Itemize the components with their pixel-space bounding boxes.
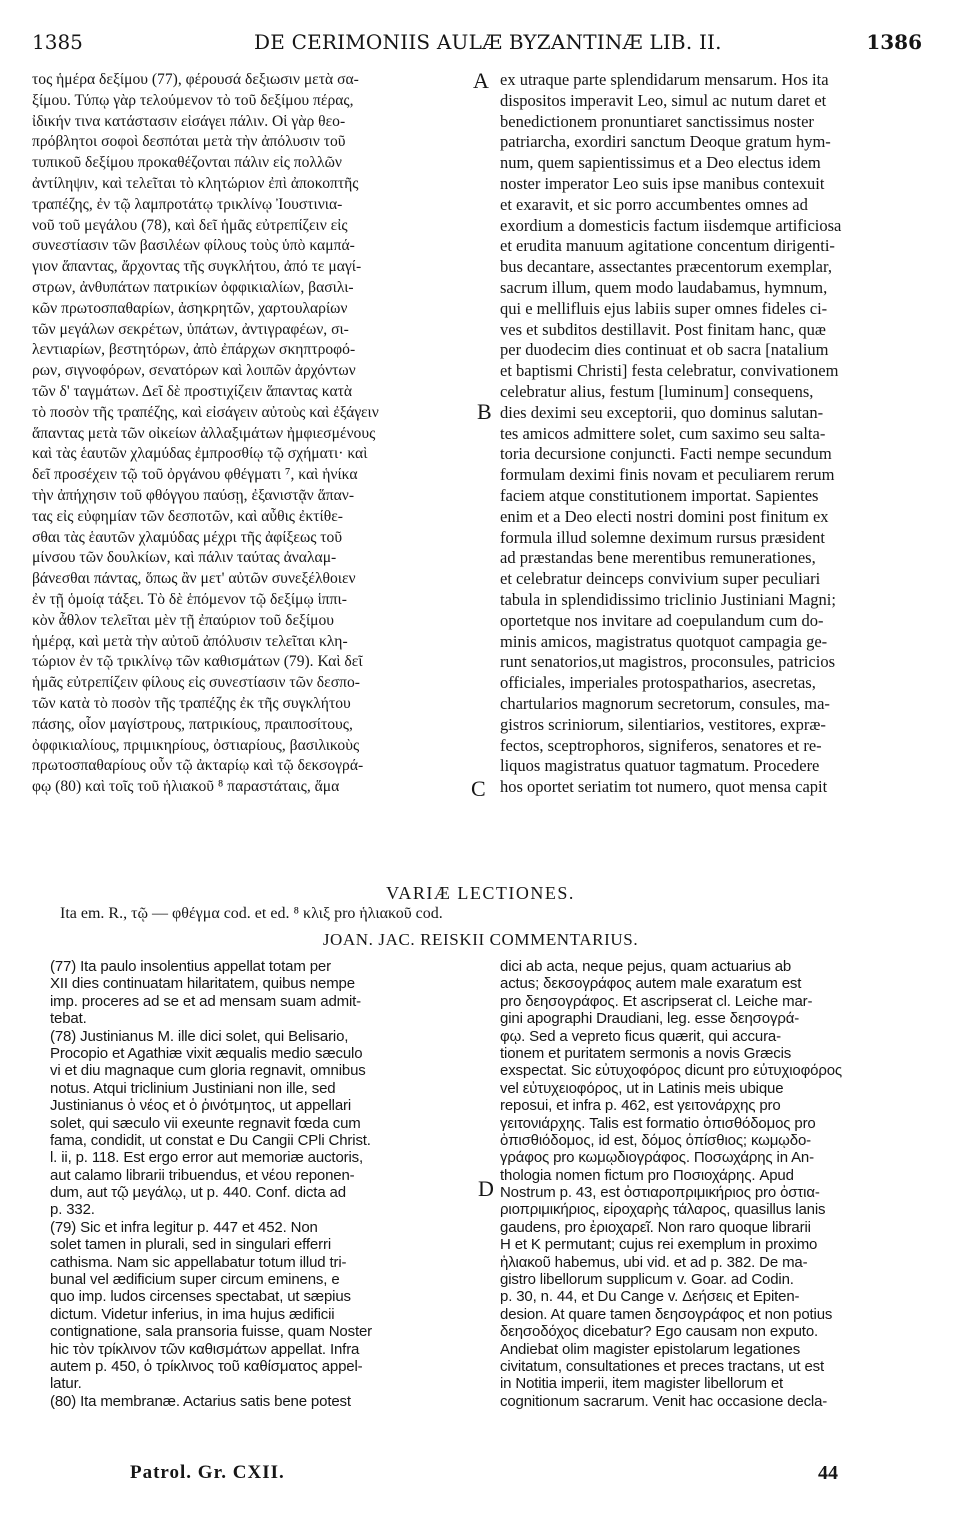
greek-line: τὸ ποσὸν τῆς τραπέζης, καὶ εἰσάγειν αὐτοὺς καὶ ἐξάγειν	[32, 403, 379, 421]
latin-line: exordium a domesticis factum iisdemque artificiosa	[500, 215, 842, 235]
footer-signature: 44	[818, 1462, 838, 1484]
margin-marker-d: D	[478, 1176, 494, 1201]
commentary-left-line: (80) Ita membranæ. Actarius satis bene potest	[50, 1392, 351, 1410]
commentary-right-line: tionem et puritatem sermonis a novis Græcis	[500, 1044, 792, 1062]
greek-line: ξίμου. Τύπῳ γὰρ τελούμενον τὸ τοῦ δεξίμου πέρας,	[32, 91, 354, 109]
commentary-right-column	[500, 958, 930, 1410]
greek-line: τας εἰς εὐφημίαν τῶν δεσποτῶν, καὶ αὖθις ἐκτίθε-	[32, 507, 343, 525]
commentary-left-line: notus. Atqui triclinium Justiniani non ille, sed	[50, 1079, 336, 1097]
greek-line: τῶν μεγάλων σεκρέτων, ὑπάτων, ἀντιγραφέων, σι-	[32, 320, 349, 338]
latin-line: et erudita manuum agitatione concentum dirigenti-	[500, 236, 835, 256]
commentary-right-line: γειτονιάρχης. Talis est formatio ὀπισθόδομος pro	[500, 1114, 816, 1132]
commentary-right-line: p. 30, n. 44, et Du Cange v. Δεήσεις et Epiten-	[500, 1288, 800, 1306]
latin-line: ves et subditos destillavit. Post finitam hanc, quæ	[500, 319, 826, 339]
commentary-left-line: dum, aut τῷ μεγάλῳ, ut p. 440. Conf. dicta ad	[50, 1184, 346, 1202]
latin-line: hos oportet seriatim tot numero, quot mensa capit	[500, 777, 828, 797]
latin-line: enim et a Deo electi nostri domini post finitum ex	[500, 506, 829, 526]
commentary-left-line: aut calamo librarii tribuendus, et νέου reponen-	[50, 1166, 355, 1184]
margin-marker-a: A	[473, 68, 489, 93]
page-number-left: 1385	[32, 30, 83, 54]
commentary-left-line: Justinianus ὁ νέος et ὁ ῥινότμητος, ut appellari	[50, 1097, 352, 1115]
greek-line: τος ἡμέρα δεξίμου (77), φέρουσά δεξιωσιν μετὰ σα-	[32, 71, 359, 88]
latin-line: tabula in splendidissimo triclinio Justiniani Magni;	[500, 589, 836, 609]
commentary-left-line: (77) Ita paulo insolentius appellat totam per	[50, 958, 331, 975]
latin-line: dispositos imperavit Leo, simul ac nutum daret et	[500, 90, 827, 110]
commentary-left-line: Procopio et Agathiæ vixit æqualis medio sæculo	[50, 1044, 363, 1062]
greek-line: τώριον ἐν τῷ τρικλίνῳ τῶν καθισμάτων (79). Καὶ δεῖ	[32, 653, 363, 671]
latin-line: tes amicos admittere solet, cum saximo seu salta-	[500, 423, 826, 443]
variae-lectiones-heading: VARIÆ LECTIONES.	[386, 883, 575, 903]
latin-line: formula illud solemne deximum rursus præsident	[500, 527, 825, 547]
commentary-right-line: cognitionum sacrarum. Venit hac occasione decla-	[500, 1392, 828, 1410]
commentary-left-line: imp. proceres ad se et ad mensam suam admit-	[50, 992, 362, 1010]
commentary-right-line: gini apographi Draudiani, leg. esse δεησογρά-	[500, 1010, 800, 1028]
commentary-right-line: Andiebat olim magister epistolarum legationes	[500, 1340, 801, 1358]
latin-line: et baptismi Christi] festa celebratur, convivationem	[500, 361, 839, 381]
greek-line: δεῖ προσέχειν τῷ τοῦ ὀργάνου φθέγματι ⁷, καὶ ἡνίκα	[32, 466, 358, 484]
commentary-right-line: ἡλιακοῦ habemus, ubi vid. et ad p. 382. De ma-	[500, 1253, 808, 1271]
latin-line: toria decursione conjuncti. Facti nempe secundum	[500, 444, 832, 464]
variae-lectiones-text: Ita em. R., τῷ — φθέγμα cod. et ed. ⁸ κλιξ pro ἡλιακοῦ cod.	[60, 905, 443, 922]
latin-line: formulam deximi finis novam et peculiarem rerum	[500, 465, 835, 485]
running-header	[32, 30, 922, 60]
latin-line: per duodecim dies continuat et ob sacra [natalium	[500, 340, 829, 360]
commentary-left-line: quo imp. ludos circenses spectabat, ut sæpius	[50, 1288, 351, 1306]
latin-line: ex utraque parte splendidarum mensarum. Hos ita	[500, 70, 829, 89]
latin-line: officiales, imperiales protospatharios, asecretas,	[500, 673, 816, 693]
latin-line: chartularios magnorum secretorum, consules, ma-	[500, 693, 830, 713]
latin-line: et celebratur deinceps convivium super peculiari	[500, 569, 821, 589]
commentary-right-line: vel εὐτυχειοφόρος, ut in Latinis meis ubique	[500, 1079, 784, 1097]
greek-line: μίνσου τῶν δουλκίων, καὶ πάλιν ταύτας ἀναλαμ-	[32, 549, 337, 567]
latin-line: oportetque nos invitare ad coepulandum cum do-	[500, 610, 824, 630]
greek-line: βάνεσθαι πάντας, ὅπως ἂν μετ' αὐτῶν συνεξέλθοιεν	[32, 570, 356, 588]
commentary-left-column	[50, 958, 470, 1410]
commentary-left-line: (79) Sic et infra legitur p. 447 et 452. Non	[50, 1218, 318, 1236]
greek-line: ἐν τῇ ὁμοίᾳ τάξει. Τὸ δὲ ἑπόμενον τῷ δεξίμῳ ἱππι-	[32, 590, 347, 608]
commentary-left-line: fama, condidit, ut constat e Du Cangii CPli Christ.	[50, 1131, 371, 1149]
latin-line: num, quem sapientissimus et a Deo electus idem	[500, 153, 821, 173]
latin-line: patriarcha, exordiri sanctum Deoque gratum hym-	[500, 132, 831, 152]
commentary-left-line: XII dies continuatam hilaritatem, quibus nempe	[50, 975, 355, 993]
latin-line: et exaravit, et sic porro accumbentes omnes ad	[500, 194, 808, 214]
commentary-left-line: bunal vel ædificium super circum eminens, e	[50, 1271, 340, 1289]
commentary-right-line: ὀπισθιόδομος, id est, δόμος ὀπίσθιος; κωμῳδο-	[500, 1131, 811, 1149]
footer-series: Patrol. Gr. CXII.	[130, 1462, 285, 1483]
greek-line: ρων, σιγνοφόρων, σενατόρων καὶ λοιπῶν ἀρχόντων	[32, 362, 356, 380]
latin-line: fectos, sceptrophoros, signiferos, senatores et re-	[500, 735, 822, 755]
greek-line: τὴν ἀπήχησιν τοῦ φθόγγου παύσῃ, ἐξανιστᾷν ἅπαν-	[32, 486, 355, 504]
commentary-right-line: δεησοδόχος dicebatur? Ego causam non exputo.	[500, 1323, 819, 1341]
latin-line: noster imperator Leo suis ipse manibus contexuit	[500, 173, 825, 193]
commentary-left-line: dictum. Videtur inferius, in ima hujus ædificii	[50, 1305, 335, 1323]
greek-line: τῶν κατὰ τὸ ποσὸν τῆς τραπέζης ἐκ τῆς συγκλήτου	[32, 694, 351, 712]
greek-line: λεντιαρίων, βεστητόρων, ἀπὸ ἐπάρχων σκηπτροφό-	[32, 341, 356, 359]
latin-line: qui e mellifluis ejus labiis super omnes fideles ci-	[500, 298, 828, 318]
greek-line: τῶν δ' ταγμάτων. Δεῖ δὲ προστιχίζειν ἅπαντας κατὰ	[32, 382, 353, 400]
commentary-right-line: pro δεησογράφος. Et ascripserat cl. Leiche mar-	[500, 992, 813, 1010]
commentary-right-line: dici ab acta, neque pejus, quam actuarius ab	[500, 958, 792, 975]
commentary-right-line: actus; δεκσογράφος autem male exaratum est	[500, 975, 802, 993]
greek-line: ὀφφικιαλίους, πριμικηρίους, ὀστιαρίους, βασιλικοὺς	[32, 736, 360, 754]
commentary-left-line: solet tamen in plurali, sed in singulari efferri	[50, 1236, 332, 1254]
commentary-left-line: contignatione, sala pransoria fuisse, quam Noster	[50, 1323, 372, 1341]
greek-line: τυπικοῦ δεξίμου προκαθέζονται πάλιν εἰς πολλῶν	[32, 154, 342, 172]
commentary-left-line: cathisma. Nam sic appellabatur totum illud tri-	[50, 1253, 347, 1271]
greek-line: ἅπαντας μετὰ τῶν οἰκείων ἀλλαξιμάτων ἠμφιεσμένους	[32, 424, 376, 442]
latin-line: minis amicos, magistratus quotquot campagia ge-	[500, 631, 828, 651]
commentary-right-line: desion. At quare tamen δεησογράφος et non potius	[500, 1305, 833, 1323]
commentary-right-line: gistro libellorum supplicum v. Goar. ad Codin.	[500, 1271, 794, 1289]
greek-line: πρόβλητοι σοφοὶ δεσπόται μετὰ τὴν ἀπόλυσιν τοῦ	[32, 133, 346, 151]
greek-line: γιον ἅπαντας, ἄρχοντας τῆς συγκλήτου, ἀπό τε μαγί-	[32, 258, 362, 276]
commentary-right-line: φῳ. Sed a vepreto ficus quærit, qui accura-	[500, 1027, 781, 1045]
commentary-right-line: gaudens, pro ἐριοχαρεῖ. Non raro quoque librarii	[500, 1218, 811, 1236]
commentary-right-line: γράφος pro κωμῳδιογράφος. Ποσωχάρης in An-	[500, 1149, 814, 1167]
commentary-left-line: hic τὸν τρίκλινον τῶν καθισμάτων appellat. Infra	[50, 1340, 360, 1358]
commentary-right-line: in Notitia imperii, item magister libellorum et	[500, 1375, 784, 1393]
greek-line: πάσης, οἷον μαγίστρους, πατρικίους, πραιποσίτους,	[32, 715, 353, 733]
greek-line: συνεστίασιν τῶν βασιλέων φίλους τοὺς ὑπὸ καμπά-	[32, 237, 355, 255]
greek-line: κὸν ἆθλον τελεῖται μὲν τῇ ἐπαύριον τοῦ δεξίμου	[32, 611, 335, 629]
latin-text-column	[500, 70, 925, 798]
greek-line: νοῦ τοῦ μεγάλου (78), καὶ δεῖ ἡμᾶς εὐτρεπίζειν εἰς	[32, 216, 348, 234]
margin-marker-c: C	[471, 776, 486, 801]
commentary-right-line: reposui, et infra p. 462, est γειτονάρχης pro	[500, 1097, 781, 1115]
greek-line: πρωτοσπαθαρίους οὖν τῷ ἀκταρίῳ καὶ τῷ δεκσογρά-	[32, 757, 364, 775]
latin-line: sacrum illum, quem modo laudabamus, hymnum,	[500, 277, 828, 297]
latin-line: runt senatorios,ut magistros, proconsules, patricios	[500, 652, 835, 672]
latin-line: dies deximi seu exceptorii, quo dominus salutan-	[500, 402, 824, 422]
commentary-right-line: ριοπριμικήριος, εἰροχαρὴς τάλαρος, quasillus lanis	[500, 1201, 826, 1219]
commentary-left-line: autem p. 450, ὁ τρίκλινος τοῦ καθίσματος appel-	[50, 1357, 363, 1375]
commentary-heading: JOAN. JAC. REISKII COMMENTARIUS.	[322, 930, 639, 949]
greek-line: ἡμέρᾳ, καὶ μετὰ τὴν αὐτοῦ ἀπόλυσιν τελεῖται κλη-	[32, 632, 348, 650]
greek-line: στρων, ἀνθυπάτων πατρικίων ὀφφικιαλίων, βασιλι-	[32, 278, 354, 296]
commentary-right-line: Η et Κ permutant; cujus rei exemplum in proximo	[500, 1236, 818, 1254]
commentary-right-line: Nostrum p. 43, est ὀστιαροπριμικήριος pro ὀστια-	[500, 1184, 820, 1202]
running-title: DE CERIMONIIS AULÆ BYZANTINÆ LIB. II.	[254, 30, 722, 54]
commentary-left-line: solet, qui sæculo vii exeunte regnavit fœda cum	[50, 1114, 361, 1132]
greek-line: τραπέζης, ἐν τῷ λαμπροτάτῳ τρικλίνῳ Ἰουστινια-	[32, 195, 343, 213]
commentary-left-line: l. ii, p. 118. Est ergo error aut memoriæ auctoris,	[50, 1149, 364, 1167]
commentary-right-line: civitatum, consultationes et preces tractans, ut est	[500, 1357, 825, 1375]
greek-line: ἀντίληψιν, καὶ τελεῖται τὸ κλητώριον ἐπὶ ἀποκοπτῆς	[32, 174, 359, 192]
greek-line: κῶν πρωτοσπαθαρίων, ἀσηκρητῶν, χαρτουλαρίων	[32, 299, 348, 317]
greek-line: ἡμᾶς εὐτρεπίζειν φίλους εἰς συνεστίασιν τῶν δεσπο-	[32, 674, 360, 692]
commentary-left-line: tebat.	[50, 1010, 87, 1028]
page-number-right: 1386	[866, 30, 922, 54]
commentary-left-line: p. 332.	[50, 1201, 95, 1219]
commentary-right-line: thologia nomen fictum pro Ποσιοχάρης. Apud	[500, 1166, 794, 1184]
greek-text-column	[32, 70, 486, 801]
latin-line: benedictionem pronuntiaret sanctissimus noster	[500, 111, 814, 131]
commentary-left-line: vi et diu magnaque cum gloria regnavit, omnibus	[50, 1062, 366, 1080]
latin-line: ad præstandas bene merentibus remunerationes,	[500, 548, 816, 568]
commentary-right-line: exspectat. Sic εὐτυχοφόρος dicunt pro εὐτυχιοφόρος	[500, 1062, 842, 1080]
greek-line: καὶ τὰς ἑαυτῶν χλαμύδας ἐμπροσθίῳ τῷ σχήματι· καὶ	[32, 445, 368, 463]
latin-line: bus decantare, assectantes præcentorum exemplar,	[500, 257, 832, 277]
greek-line: σθαι τὰς ἑαυτῶν χλαμύδας μέχρι τῆς ἀφίξεως τοῦ	[32, 528, 343, 546]
margin-marker-b: B	[477, 399, 492, 424]
greek-line: ἰδικήν τινα κατάστασιν εἰσάγει πάλιν. Οἱ γὰρ θεο-	[32, 112, 346, 130]
greek-line: φῳ (80) καὶ τοῖς τοῦ ἡλιακοῦ ⁸ παραστάταις, ἅμα	[32, 778, 340, 796]
latin-line: celebratur alius, festum [luminum] consequens,	[500, 381, 814, 401]
latin-line: faciem atque constitutionem importat. Sapientes	[500, 485, 819, 505]
commentary-left-line: (78) Justinianus M. ille dici solet, qui Belisario,	[50, 1027, 349, 1045]
latin-line: gistros scriniorum, silentiarios, vestitores, expræ-	[500, 714, 826, 734]
latin-line: liquos magistratus quatuor tagmatum. Procedere	[500, 756, 820, 776]
commentary-left-line: latur.	[50, 1375, 82, 1393]
